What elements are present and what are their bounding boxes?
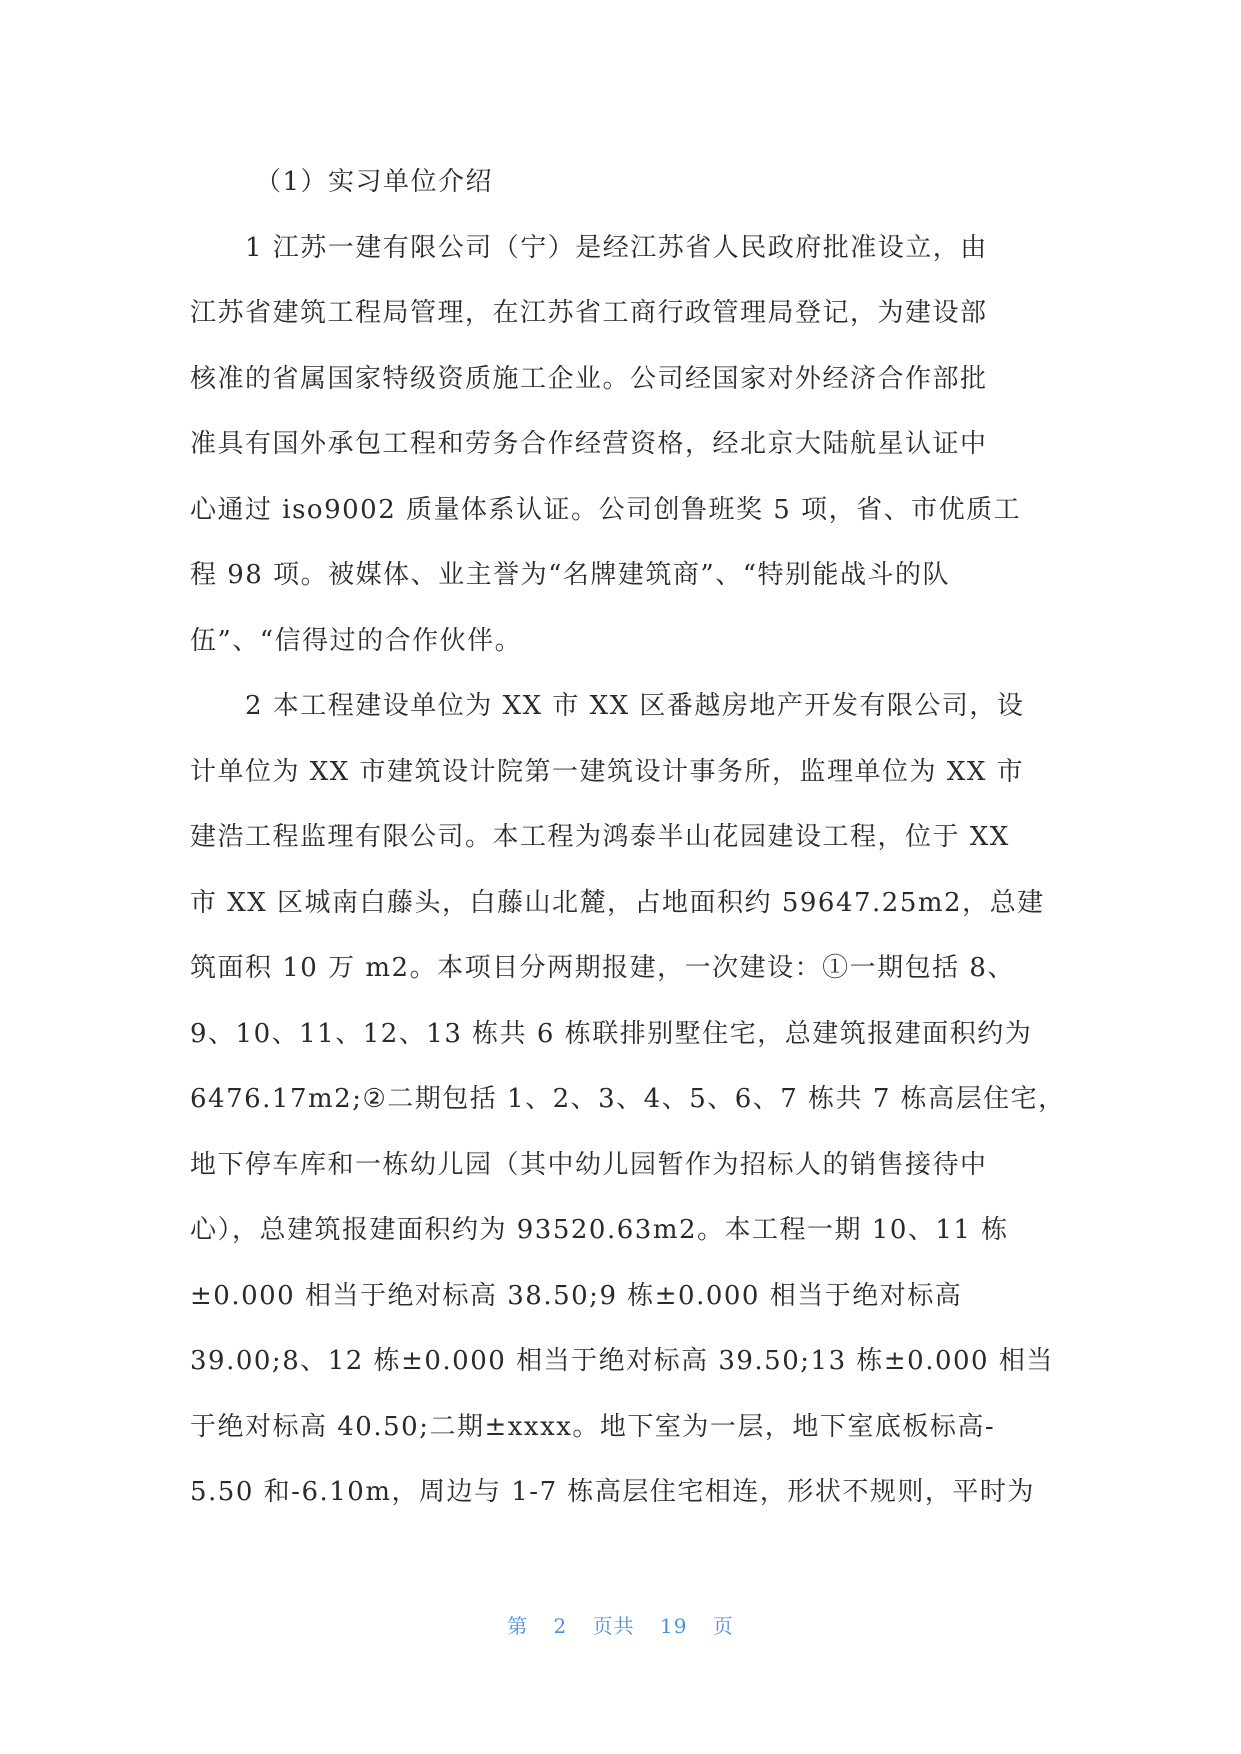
paragraph-line: 伍”、“信得过的合作伙伴。 (190, 625, 523, 656)
paragraph-line: 筑面积 10 万 m2。本项目分两期报建，一次建设：①一期包括 8、 (190, 953, 1015, 983)
paragraph-line: 准具有国外承包工程和劳务合作经营资格，经北京大陆航星认证中 (190, 429, 988, 459)
paragraph-line: 39.00;8、12 栋±0.000 相当于绝对标高 39.50;13 栋±0.000 相当 (190, 1346, 1054, 1376)
paragraph-line: 程 98 项。被媒体、业主誉为“名牌建筑商”、“特别能战斗的队 (190, 560, 950, 590)
paragraph-line: 江苏省建筑工程局管理，在江苏省工商行政管理局登记，为建设部 (190, 298, 988, 328)
paragraph-line: ±0.000 相当于绝对标高 38.50;9 栋±0.000 相当于绝对标高 (190, 1280, 963, 1311)
paragraph-line: 市 XX 区城南白藤头，白藤山北麓，占地面积约 59647.25m2，总建 (190, 887, 1045, 918)
paragraph-line: 2 本工程建设单位为 XX 市 XX 区番越房地产开发有限公司，设 (245, 691, 1025, 721)
paragraph-line: 5.50 和-6.10m，周边与 1-7 栋高层住宅相连，形状不规则，平时为 (190, 1477, 1035, 1507)
page-footer (0, 1610, 1241, 1639)
footer-current-page: 2 (553, 1614, 568, 1638)
paragraph-2 (190, 674, 1066, 1526)
paragraph-line: 9、10、11、12、13 栋共 6 栋联排别墅住宅，总建筑报建面积约为 (190, 1018, 1033, 1049)
footer-total-pages: 19 (660, 1614, 688, 1638)
paragraph-line: 心通过 iso9002 质量体系认证。公司创鲁班奖 5 项，省、市优质工 (190, 494, 1022, 525)
footer-prefix: 第 (507, 1614, 529, 1638)
paragraph-line: 于绝对标高 40.50;二期±xxxx。地下室为一层，地下室底板标高- (190, 1411, 996, 1442)
paragraph-line: 心），总建筑报建面积约为 93520.63m2。本工程一期 10、11 栋 (190, 1215, 1009, 1245)
paragraph-line: 1 江苏一建有限公司（宁）是经江苏省人民政府批准设立，由 (245, 232, 988, 263)
paragraph-1 (190, 216, 1050, 675)
paragraph-line: 建浩工程监理有限公司。本工程为鸿泰半山花园建设工程，位于 XX (190, 822, 1010, 852)
paragraph-line: 核准的省属国家特级资质施工企业。公司经国家对外经济合作部批 (190, 363, 988, 394)
paragraph-line: 6476.17m2;②二期包括 1、2、3、4、5、6、7 栋共 7 栋高层住宅， (190, 1084, 1066, 1114)
section-heading: （1）实习单位介绍 (255, 167, 494, 197)
paragraph-line: 地下停车库和一栋幼儿园（其中幼儿园暂作为招标人的销售接待中 (190, 1149, 988, 1180)
footer-middle: 页共 (592, 1614, 635, 1638)
document-body (190, 150, 1066, 1526)
footer-suffix: 页 (712, 1614, 734, 1638)
paragraph-line: 计单位为 XX 市建筑设计院第一建筑设计事务所，监理单位为 XX 市 (190, 756, 1025, 787)
